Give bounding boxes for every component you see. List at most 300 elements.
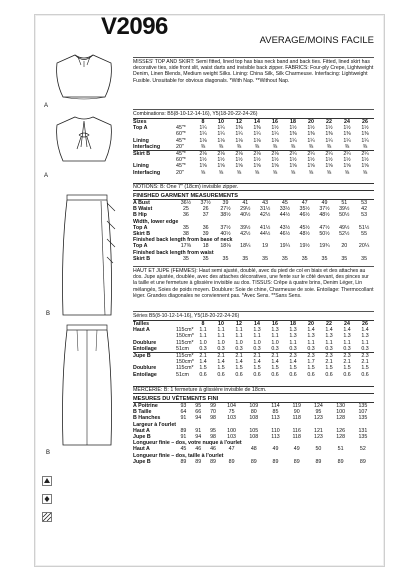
value-cell: 35 xyxy=(242,255,249,262)
value-cell: 1.1 xyxy=(307,339,315,346)
value-cell: 89 xyxy=(180,458,187,465)
value-cell: 0.3 xyxy=(271,345,279,352)
value-cell: 1.1 xyxy=(217,333,225,340)
value-cell: 1.4 xyxy=(217,359,225,366)
value-cell: 2.1 xyxy=(194,353,212,360)
row-label: Longueur finie – dos, taille à l'ourlet xyxy=(133,452,224,459)
value-cell: 1.4 xyxy=(235,359,243,366)
metric-yardage-table xyxy=(133,320,374,378)
value-cell: 17⅜ xyxy=(180,243,192,250)
row-label: Interfacing xyxy=(133,143,161,150)
value-cell: 46½ xyxy=(299,212,310,219)
value-cell: 1½ xyxy=(343,157,351,164)
size-cell: 8 xyxy=(194,119,212,126)
value-cell: 104 xyxy=(227,403,236,409)
value-cell: 1.3 xyxy=(361,333,369,340)
value-cell: 1½ xyxy=(289,125,297,132)
value-cell: 66 xyxy=(195,409,202,416)
value-cell: 50 xyxy=(315,446,322,453)
value-cell: 39½ xyxy=(240,224,251,231)
value-cell: 2.1 xyxy=(266,353,284,360)
table-row xyxy=(133,459,374,465)
value-cell: 1.3 xyxy=(289,333,297,340)
table-row xyxy=(133,353,374,360)
value-cell: 55 xyxy=(361,231,368,238)
value-cell: 45 xyxy=(281,200,288,206)
value-cell: 0.6 xyxy=(235,371,243,378)
value-cell: 91 xyxy=(195,427,202,434)
value-cell: ⅝ xyxy=(308,169,314,176)
value-cell: 42½ xyxy=(259,212,271,219)
view-label-b-front: B xyxy=(46,311,51,317)
value-cell: 49½ xyxy=(339,224,350,231)
size-cell: 14 xyxy=(248,321,266,328)
size-cell: 26 xyxy=(356,321,374,328)
value-cell: 91 xyxy=(180,434,187,441)
value-cell: 41 xyxy=(242,200,249,206)
mvf-title: MESURES DU VÊTEMENTS FINI xyxy=(133,396,374,403)
value-cell: 1.4 xyxy=(307,327,315,334)
value-cell: 2.3 xyxy=(338,353,356,360)
value-cell: 47 xyxy=(228,446,235,453)
value-cell: 123 xyxy=(314,415,323,422)
value-cell: 19½ xyxy=(299,243,310,250)
value-cell: 64 xyxy=(180,409,187,416)
value-cell: 36½ xyxy=(180,200,192,206)
value-cell: 1.4 xyxy=(271,359,279,366)
difficulty-level: AVERAGE/MOINS FACILE xyxy=(259,35,374,46)
value-cell: 2.3 xyxy=(356,353,374,360)
size-cell: 24 xyxy=(338,321,356,328)
row-label: Skirt B xyxy=(133,151,176,158)
value-cell: 80 xyxy=(250,409,257,416)
value-cell: ⅜ xyxy=(200,143,206,150)
yardage-table xyxy=(133,118,374,176)
value-cell: 2⅛ xyxy=(194,151,212,158)
value-cell: 1.4 xyxy=(325,327,333,334)
row-label: Top A xyxy=(133,125,148,132)
row-label: Haut A xyxy=(133,427,150,434)
value-cell: 40½ xyxy=(220,231,231,238)
value-cell: 95 xyxy=(315,409,322,416)
value-cell: 1¼ xyxy=(235,131,243,138)
value-cell: 109 xyxy=(249,403,259,409)
value-cell: ⅝ xyxy=(362,169,368,176)
value-cell: 35 xyxy=(182,224,189,231)
value-cell: 95 xyxy=(210,427,217,434)
value-cell: 1.0 xyxy=(235,339,243,346)
value-cell: ⅝ xyxy=(326,169,332,176)
row-label: Jupe B xyxy=(133,353,176,360)
value-cell: 0.3 xyxy=(289,345,297,352)
value-cell: 46½ xyxy=(279,231,291,238)
value-cell: 108 xyxy=(249,415,259,422)
value-cell: ⅝ xyxy=(290,169,296,176)
value-cell: 43½ xyxy=(279,224,291,231)
value-cell: 26 xyxy=(202,206,209,213)
mvf-rows xyxy=(133,403,374,465)
value-cell: 0.3 xyxy=(217,345,225,352)
value-cell: 89 xyxy=(210,458,217,465)
value-cell: 113 xyxy=(271,415,280,422)
finished-measurements-fr-table xyxy=(133,395,374,465)
value-cell: 49 xyxy=(321,200,328,206)
value-cell: ⅝ xyxy=(344,169,350,176)
value-cell: 2¼ xyxy=(302,151,320,158)
value-cell: 1.1 xyxy=(271,333,279,340)
value-cell: 1.3 xyxy=(289,327,297,334)
value-cell: 0.3 xyxy=(361,345,369,352)
value-cell: 70 xyxy=(210,409,217,416)
value-cell: 1.0 xyxy=(253,339,261,346)
value-cell: 40½ xyxy=(240,212,251,219)
value-cell: ⅝ xyxy=(200,169,206,176)
value-cell: 1¼ xyxy=(199,131,207,138)
value-cell: 1⅛ xyxy=(235,137,243,144)
value-cell: 51 xyxy=(341,200,348,206)
skirt-back-illustration xyxy=(49,321,123,449)
value-cell: 1.5 xyxy=(199,365,207,372)
value-cell: 89 xyxy=(228,458,235,465)
value-cell: 98 xyxy=(210,415,217,422)
size-cell: 16 xyxy=(266,119,284,126)
value-cell: 2¼ xyxy=(356,151,374,158)
value-cell: 107 xyxy=(358,409,368,416)
value-cell: 1.1 xyxy=(199,333,207,340)
value-cell: ⅜ xyxy=(344,143,350,150)
value-cell: 51 xyxy=(337,446,344,453)
value-cell: 35 xyxy=(301,255,308,262)
value-cell: 2.3 xyxy=(320,353,338,360)
value-cell: 1⅝ xyxy=(361,163,369,170)
value-cell: 1¼ xyxy=(271,131,279,138)
value-cell: 41½ xyxy=(259,224,271,231)
value-cell: 114 xyxy=(271,403,280,409)
value-cell: 1.3 xyxy=(325,333,333,340)
value-cell: 1¼ xyxy=(289,137,297,144)
row-label: Finished back length from waist xyxy=(133,249,214,256)
value-cell: 1½ xyxy=(271,157,279,164)
size-cell: 12 xyxy=(230,321,248,328)
value-cell: 118 xyxy=(292,434,301,441)
value-cell: 126 xyxy=(336,427,346,434)
value-cell: 1.4 xyxy=(253,359,261,366)
value-cell: 2.1 xyxy=(212,353,230,360)
fgm-title: FINISHED GARMENT MEASUREMENTS xyxy=(133,193,374,200)
value-cell: 1.5 xyxy=(361,365,369,372)
value-cell: 29½ xyxy=(240,206,251,213)
value-cell: 1½ xyxy=(235,157,243,164)
nap-arrow-up-icon xyxy=(41,475,53,487)
value-cell: 35 xyxy=(341,255,348,262)
size-cell: 18 xyxy=(284,321,302,328)
value-cell: 19¾ xyxy=(319,243,330,250)
value-cell: ⅜ xyxy=(218,143,224,150)
fabric-width: 60"* xyxy=(176,157,186,164)
value-cell: 2.3 xyxy=(302,353,320,360)
value-cell: 1.1 xyxy=(199,327,207,334)
value-cell: 93 xyxy=(180,403,187,409)
size-cell: 8 xyxy=(194,321,212,328)
table-row xyxy=(133,144,374,151)
tailles-row xyxy=(133,321,374,328)
value-cell: 1⅝ xyxy=(217,163,225,170)
value-cell: 0.6 xyxy=(199,371,207,378)
value-cell: 1¼ xyxy=(325,137,333,144)
value-cell: 0.3 xyxy=(199,345,207,352)
value-cell: 47½ xyxy=(319,224,330,231)
metric-rows xyxy=(133,327,374,378)
fabric-width: 115cm* xyxy=(176,339,194,346)
value-cell: 128 xyxy=(336,434,346,441)
value-cell: 89 xyxy=(272,458,279,465)
value-cell: 135 xyxy=(358,434,368,441)
notions: NOTIONS: B: One 7" (18cm) invisible zipper. xyxy=(133,183,374,191)
row-label: A Bust xyxy=(133,200,150,206)
value-cell: 1.3 xyxy=(271,327,279,334)
value-cell: 2⅛ xyxy=(248,151,266,158)
table-row xyxy=(133,256,374,262)
fabric-symbols xyxy=(41,475,55,529)
value-cell: 0.6 xyxy=(343,371,351,378)
fabric-width: 150cm* xyxy=(176,333,194,340)
table-row xyxy=(133,170,374,176)
value-cell: 39½ xyxy=(339,206,350,213)
size-cell: 14 xyxy=(248,119,266,126)
value-cell: 1½ xyxy=(307,157,315,164)
value-cell: 135 xyxy=(358,403,368,409)
value-cell: 35 xyxy=(281,255,288,262)
size-cell: 22 xyxy=(320,321,338,328)
value-cell: 1.5 xyxy=(289,365,297,372)
row-label: Skirt B xyxy=(133,231,151,238)
value-cell: 108 xyxy=(249,434,259,441)
value-cell: 1½ xyxy=(253,157,261,164)
value-cell: 37 xyxy=(202,212,209,219)
value-cell: 1.5 xyxy=(217,365,225,372)
finished-garment-table xyxy=(133,192,374,262)
value-cell: 2.1 xyxy=(343,359,351,366)
value-cell: 31½ xyxy=(259,206,271,213)
description-english: MISSES' TOP AND SKIRT: Semi fitted, lined top has bias neck band and back ties. Fitted, lined skirt has decorative ties, side front slit, waist darts and invisible back zipper. FABRICS: Four-ply Crepe, Lightweight Denim, Linen Blends, Medium weight Silks. Lining: China Silk, Silk Charmeuse. Interfacing: Lightweight Fusible. Unsuitable for obvious diagonals. *With Nap. **Without Nap. xyxy=(133,59,374,84)
value-cell: 46 xyxy=(210,446,217,453)
value-cell: 113 xyxy=(271,434,280,441)
value-cell: 128 xyxy=(336,415,346,422)
row-label: B Hanches xyxy=(133,415,161,422)
value-cell: 91 xyxy=(180,415,187,422)
row-label: Lining xyxy=(133,137,149,144)
value-cell: 39 xyxy=(222,200,229,206)
value-cell: 1½ xyxy=(217,157,225,164)
value-cell: ⅜ xyxy=(290,143,296,150)
value-cell: 89 xyxy=(195,458,202,465)
row-label: Doublure xyxy=(133,339,157,346)
value-cell: 1.0 xyxy=(199,339,207,346)
value-cell: 103 xyxy=(227,434,236,441)
size-cell: 26 xyxy=(356,119,374,126)
value-cell: 1.4 xyxy=(289,359,297,366)
value-cell: 43 xyxy=(262,200,269,206)
value-cell: 1.0 xyxy=(271,339,279,346)
row-label: Lining xyxy=(133,163,149,170)
value-cell: 1½ xyxy=(325,125,333,132)
view-label-b-back: B xyxy=(46,450,51,456)
top-back-illustration xyxy=(45,113,123,169)
fabric-width: 20" xyxy=(176,143,184,150)
value-cell: 20¼ xyxy=(358,243,370,250)
value-cell: 2.1 xyxy=(230,353,248,360)
value-cell: 1⅜ xyxy=(343,131,351,138)
sizes-label: Sizes xyxy=(133,119,176,126)
value-cell: 1.1 xyxy=(361,339,369,346)
value-cell: 19 xyxy=(262,243,269,250)
table-row xyxy=(133,372,374,378)
value-cell: 1¼ xyxy=(217,125,225,132)
value-cell: 42½ xyxy=(240,231,251,238)
value-cell: 42 xyxy=(361,206,368,213)
rule xyxy=(133,311,374,312)
value-cell: 1⅝ xyxy=(343,163,351,170)
value-cell: 0.3 xyxy=(253,345,261,352)
value-cell: 1.1 xyxy=(235,333,243,340)
value-cell: 20 xyxy=(341,243,348,250)
value-cell: 124 xyxy=(314,403,323,409)
value-cell: 1⅜ xyxy=(361,131,369,138)
size-cell: 22 xyxy=(320,119,338,126)
value-cell: 0.6 xyxy=(325,371,333,378)
row-label: Width, lower edge xyxy=(133,218,179,225)
value-cell: 37½ xyxy=(200,200,211,206)
value-cell: 1¼ xyxy=(361,137,369,144)
row-label: Haut A xyxy=(133,446,150,453)
value-cell: 1½ xyxy=(361,157,369,164)
value-cell: 1.1 xyxy=(325,339,333,346)
value-cell: 47 xyxy=(301,200,308,206)
value-cell: 1.5 xyxy=(253,365,261,372)
value-cell: 1⅜ xyxy=(325,131,333,138)
value-cell: 110 xyxy=(271,427,280,434)
value-cell: 94 xyxy=(195,434,202,441)
value-cell: 1⅝ xyxy=(271,163,279,170)
value-cell: 1.3 xyxy=(343,333,351,340)
value-cell: 1.5 xyxy=(271,365,279,372)
value-cell: 1⅝ xyxy=(289,163,297,170)
value-cell: 75 xyxy=(228,409,235,416)
value-cell: 131 xyxy=(358,427,368,434)
row-label: Jupe B xyxy=(133,434,151,441)
value-cell: 35 xyxy=(182,255,189,262)
value-cell: 0.6 xyxy=(307,371,315,378)
skirt-front-illustration xyxy=(49,191,123,319)
value-cell: 0.3 xyxy=(307,345,315,352)
value-cell: 2⅛ xyxy=(230,151,248,158)
value-cell: 1.3 xyxy=(253,327,261,334)
value-cell: 1⅜ xyxy=(307,131,315,138)
value-cell: ⅜ xyxy=(308,143,314,150)
value-cell: 45 xyxy=(180,446,187,453)
rule xyxy=(133,266,374,267)
row-label: Finished back length from base of neck xyxy=(133,237,233,244)
value-cell: 1⅜ xyxy=(253,125,261,132)
value-cell: 44½ xyxy=(259,231,271,238)
row-label: B Waist xyxy=(133,206,153,213)
value-cell: 18 xyxy=(202,243,209,250)
value-cell: ⅝ xyxy=(254,169,260,176)
value-cell: 116 xyxy=(292,427,301,434)
value-cell: 103 xyxy=(227,415,236,422)
yardage-rows xyxy=(133,125,374,176)
value-cell: 2¼ xyxy=(320,151,338,158)
size-cell: 20 xyxy=(302,119,320,126)
value-cell: 2⅛ xyxy=(212,151,230,158)
fabric-width: 115cm* xyxy=(176,365,194,372)
value-cell: 0.6 xyxy=(289,371,297,378)
row-label: B Taille xyxy=(133,409,152,416)
value-cell: 121 xyxy=(314,427,323,434)
value-cell: 2.1 xyxy=(248,353,266,360)
value-cell: 38½ xyxy=(220,212,231,219)
value-cell: 1⅛ xyxy=(271,137,279,144)
value-cell: 94 xyxy=(195,415,202,422)
value-cell: 0.3 xyxy=(235,345,243,352)
value-cell: 1¼ xyxy=(253,131,261,138)
value-cell: 99 xyxy=(210,403,217,409)
size-cell: 18 xyxy=(284,119,302,126)
value-cell: ⅜ xyxy=(326,143,332,150)
value-cell: 1.7 xyxy=(307,359,315,366)
value-cell: 1⅝ xyxy=(307,163,315,170)
fabric-width: 45"* xyxy=(176,151,194,158)
value-cell: 37½ xyxy=(319,206,330,213)
value-cell: 1.4 xyxy=(361,327,369,334)
value-cell: 53 xyxy=(361,212,368,219)
value-cell: 1¼ xyxy=(199,125,207,132)
rule xyxy=(133,109,374,110)
value-cell: 1½ xyxy=(199,157,207,164)
value-cell: 33½ xyxy=(279,206,291,213)
value-cell: 1.4 xyxy=(343,327,351,334)
value-cell: 1.5 xyxy=(235,365,243,372)
value-cell: 0.3 xyxy=(325,345,333,352)
value-cell: 1⅜ xyxy=(235,125,243,132)
value-cell: 48½ xyxy=(319,212,330,219)
value-cell: 105 xyxy=(249,427,259,434)
value-cell: 1.5 xyxy=(307,365,315,372)
value-cell: 25 xyxy=(182,206,189,213)
value-cell: 45½ xyxy=(299,224,310,231)
value-cell: 1⅛ xyxy=(199,137,207,144)
series: Séries B5(8-10-12-14-16), Y5(18-20-22-24-26) xyxy=(133,313,240,319)
value-cell: 119 xyxy=(292,403,301,409)
tailles-label: Tailles xyxy=(133,321,176,328)
fabric-width: 51cm xyxy=(176,371,189,378)
size-cell: 16 xyxy=(266,321,284,328)
fabric-width: 45"* xyxy=(176,163,186,170)
value-cell: 1⅛ xyxy=(253,137,261,144)
value-cell: 118 xyxy=(292,415,301,422)
size-cell: 10 xyxy=(212,321,230,328)
row-label: Largeur à l'ourlet xyxy=(133,421,177,428)
header-rule xyxy=(133,57,374,58)
value-cell: 2¼ xyxy=(284,151,302,158)
value-cell: 36 xyxy=(202,224,209,231)
value-cell: 1.5 xyxy=(325,365,333,372)
value-cell: ⅝ xyxy=(236,169,242,176)
value-cell: 0.6 xyxy=(361,371,369,378)
fabric-width: 51cm xyxy=(176,345,189,352)
value-cell: ⅝ xyxy=(218,169,224,176)
fabric-width: 150cm* xyxy=(176,359,194,366)
